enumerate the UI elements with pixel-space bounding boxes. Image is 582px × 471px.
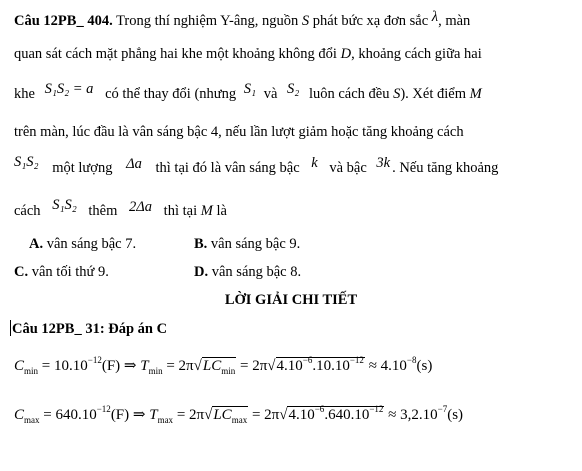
question-line-5: S₁S₂ một lượng Δa thì tại đó là vân sáng bậc k và bậc 3k . Nếu tăng khoảng: [14, 154, 499, 176]
question-line-4: trên màn, lúc đầu là vân sáng bậc 4, nếu lần lượt giảm hoặc tăng khoảng cách: [14, 124, 464, 140]
option-c[interactable]: C. vân tối thứ 9.: [14, 264, 109, 280]
question-label: Câu 12PB_ 404.: [14, 13, 113, 29]
solution-heading: LỜI GIẢI CHI TIẾT: [224, 292, 358, 308]
question-line-2: quan sát cách mặt phẳng hai khe một khoảng không đổi D, khoảng cách giữa hai: [14, 46, 482, 62]
question-line-6: cách S₁S₂ thêm 2Δa thì tại M là: [14, 197, 227, 219]
option-a[interactable]: A. vân sáng bậc 7.: [29, 236, 137, 252]
formula-s1s2-eq-a: S₁S₂ = a: [44, 81, 94, 97]
equation-cmax: $C_{max} = 640.10^{-12}(F)$ ⇒ $T_{max} = 2\pi√LC_{max} = 2\pi√4.10^{-6}.640.10^{-12} \approx 3,2.10^{-7}(s)$: [14, 404, 464, 425]
option-d[interactable]: D. vân sáng bậc 8.: [194, 264, 302, 280]
option-b[interactable]: B. vân sáng bậc 9.: [194, 236, 301, 252]
text-cursor: [10, 320, 11, 336]
question-line-1: Câu 12PB_ 404. Trong thí nghiệm Y-âng, nguồn S phát bức xạ đơn sắc λ, màn: [14, 9, 471, 29]
equation-cmin: $C_{min} = 10.10^{-12}(F)$ ⇒ $T_{min} = 2\pi√LC_{min} = 2\pi√4.10^{-6}.10.10^{-12} \approx 4.10^{-8}(s)$: [14, 355, 433, 376]
answer-line: Câu 12PB_ 31: Đáp án C: [12, 321, 168, 337]
lambda-symbol: λ: [431, 9, 439, 25]
question-line-3: khe S₁S₂ = a có thể thay đổi (nhưng S₁ và S₂ luôn cách đều S). Xét điểm M: [14, 81, 482, 102]
